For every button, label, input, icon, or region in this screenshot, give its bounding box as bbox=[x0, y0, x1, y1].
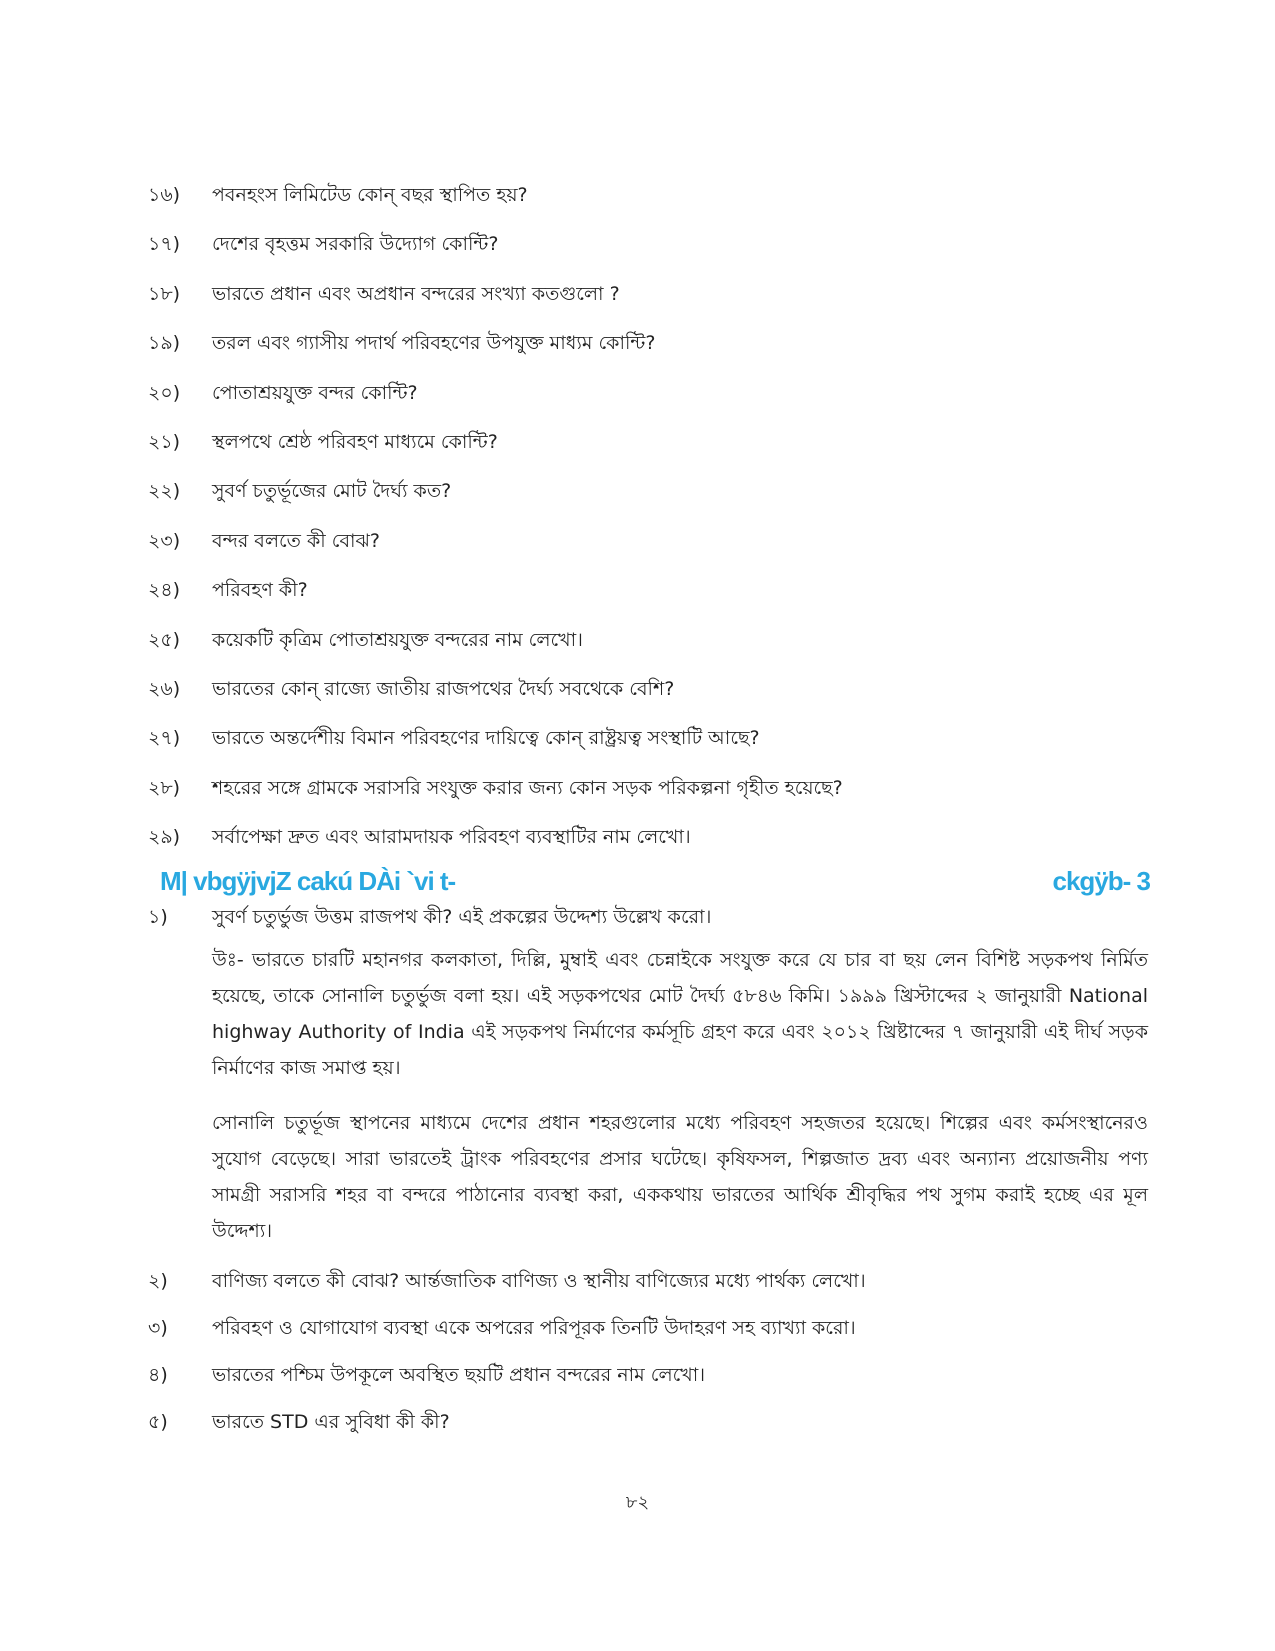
question-text: পরিবহণ কী? bbox=[212, 579, 308, 602]
question-number: ২৮) bbox=[148, 776, 181, 799]
question-text: তরল এবং গ্যাসীয় পদার্থ পরিবহণের উপযুক্ত মাধ্যম কোন্টি? bbox=[212, 332, 656, 355]
list-item bbox=[148, 1362, 1148, 1409]
list-item bbox=[148, 380, 1148, 429]
question-text: সুবর্ণ চতুর্ভুজ উত্তম রাজপথ কী? এই প্রকল্পের উদ্দেশ্য উল্লেখ করো। bbox=[212, 906, 712, 928]
question-text: পোতাশ্রয়যুক্ত বন্দর কোন্টি? bbox=[212, 381, 418, 404]
question-number: ২) bbox=[148, 1270, 168, 1292]
question-text: স্থলপথে শ্রেষ্ঠ পরিবহণ মাধ্যমে কোন্টি? bbox=[212, 430, 498, 453]
question-number: ১৬) bbox=[148, 184, 181, 206]
question-number: ২৫) bbox=[148, 628, 181, 651]
question-text: পরিবহণ ও যোগাযোগ ব্যবস্থা একে অপরের পরিপূরক তিনটি উদাহরণ সহ ব্যাখ্যা করো। bbox=[212, 1317, 856, 1339]
answer-paragraph: উঃ- ভারতে চারটি মহানগর কলকাতা, দিল্লি, মুম্বাই এবং চেন্নাইকে সংযুক্ত করে যে চার বা ছয় লেন বিশিষ্ট সড়কপথ নির্মিত হয়েছে, তাকে সোনালি চতুর্ভুজ বলা হয়। এই সড়কপথের মোট দৈর্ঘ্য ৫৮৪৬ কিমি। ১৯৯৯ খ্রিস্টাব্দের ২ জানুয়ারী National highway Authority of India এই সড়কপথ নির্মাণের কর্মসূচি গ্রহণ করে এবং ২০১২ খ্রিষ্টাব্দের ৭ জানুয়ারী এই দীর্ঘ সড়ক নির্মাণের কাজ সমাপ্ত হয়। bbox=[212, 949, 1148, 1079]
question-text: দেশের বৃহত্তম সরকারি উদ্যোগ কোন্টি? bbox=[212, 233, 499, 256]
question-text: বন্দর বলতে কী বোঝ? bbox=[212, 529, 380, 552]
section-title: M| vbgÿjvjZ cakú DÀi `vi t- bbox=[160, 866, 456, 896]
list-item bbox=[148, 182, 1148, 231]
question-number: ১) bbox=[148, 906, 168, 928]
list-item bbox=[148, 1268, 1148, 1315]
question-number: ৫) bbox=[148, 1411, 168, 1433]
list-item bbox=[148, 577, 1148, 626]
question-text: ভারতের কোন্ রাজ্যে জাতীয় রাজপথের দৈর্ঘ্য সবথেকে বেশি? bbox=[212, 677, 675, 700]
list-item bbox=[148, 725, 1148, 774]
question-text: শহরের সঙ্গে গ্রামকে সরাসরি সংযুক্ত করার জন্য কোন সড়ক পরিকল্পনা গৃহীত হয়েছে? bbox=[212, 776, 843, 799]
question-text: ভারতে অন্তর্দেশীয় বিমান পরিবহণের দায়িত্বে কোন্ রাষ্ট্রয়ত্ব সংস্থাটি আছে? bbox=[212, 727, 760, 750]
question-text: পবনহংস লিমিটেড কোন্ বছর স্থাপিত হয়? bbox=[212, 184, 528, 206]
question-number: ২২) bbox=[148, 480, 181, 503]
list-item bbox=[148, 231, 1148, 280]
list-item bbox=[148, 627, 1148, 676]
question-number: ৪) bbox=[148, 1364, 168, 1386]
list-item bbox=[148, 676, 1148, 725]
list-item bbox=[148, 478, 1148, 527]
list-item bbox=[148, 281, 1148, 330]
question-text: সর্বাপেক্ষা দ্রুত এবং আরামদায়ক পরিবহণ ব্যবস্থাটির নাম লেখো। bbox=[212, 826, 691, 849]
list-item bbox=[148, 775, 1148, 824]
question-text: বাণিজ্য বলতে কী বোঝ? আর্ন্তজাতিক বাণিজ্য ও স্থানীয় বাণিজ্যের মধ্যে পার্থক্য লেখো। bbox=[212, 1270, 866, 1292]
list-item bbox=[148, 429, 1148, 478]
question-number: ২০) bbox=[148, 381, 181, 404]
question-text: ভারতের পশ্চিম উপকূলে অবস্থিত ছয়টি প্রধান বন্দরের নাম লেখো। bbox=[212, 1364, 706, 1386]
list-item bbox=[148, 904, 1148, 930]
page-number: ৮২ bbox=[625, 1492, 650, 1513]
list-item bbox=[148, 1315, 1148, 1362]
question-number: ১৯) bbox=[148, 332, 181, 355]
question-number: ১৭) bbox=[148, 233, 181, 256]
list-item bbox=[148, 1409, 1148, 1456]
question-number: ১৮) bbox=[148, 282, 181, 305]
question-number: ৩) bbox=[148, 1317, 168, 1339]
question-number: ২৭) bbox=[148, 727, 181, 750]
section-heading bbox=[160, 866, 1150, 902]
list-item bbox=[148, 330, 1148, 379]
question-number: ২৩) bbox=[148, 529, 181, 552]
question-number: ২৯) bbox=[148, 826, 181, 849]
question-text: ভারতে STD এর সুবিধা কী কী? bbox=[212, 1411, 450, 1433]
question-text: কয়েকটি কৃত্রিম পোতাশ্রয়যুক্ত বন্দরের নাম লেখো। bbox=[212, 628, 583, 651]
question-text: ভারতে প্রধান এবং অপ্রধান বন্দরের সংখ্যা কতগুলো ? bbox=[212, 282, 620, 305]
answer-paragraph: সোনালি চতুর্ভূজ স্থাপনের মাধ্যমে দেশের প্রধান শহরগুলোর মধ্যে পরিবহণ সহজতর হয়েছে। শিল্পের এবং কর্মসংস্থানেরও সুযোগ বেড়েছে। সারা ভারতেই ট্রাংক পরিবহণের প্রসার ঘটেছে। কৃষিফসল, শিল্পজাত দ্রব্য এবং অন্যান্য প্রয়োজনীয় পণ্য সামগ্রী সরাসরি শহর বা বন্দরে পাঠানোর ব্যবস্থা করা, এককথায় ভারতের আর্থিক শ্রীবৃদ্ধির পথ সুগম করাই হচ্ছে এর মূল উদ্দেশ্য। bbox=[212, 1112, 1148, 1242]
section-marks: ckgÿb- 3 bbox=[1052, 866, 1150, 896]
question-text: সুবর্ণ চতুর্ভূজের মোট দৈর্ঘ্য কত? bbox=[212, 480, 452, 503]
question-number: ২৪) bbox=[148, 579, 181, 602]
question-number: ২৬) bbox=[148, 677, 181, 700]
list-item bbox=[148, 528, 1148, 577]
long-question-list bbox=[148, 904, 1148, 1456]
question-number: ২১) bbox=[148, 430, 181, 453]
short-question-list bbox=[148, 182, 1148, 873]
